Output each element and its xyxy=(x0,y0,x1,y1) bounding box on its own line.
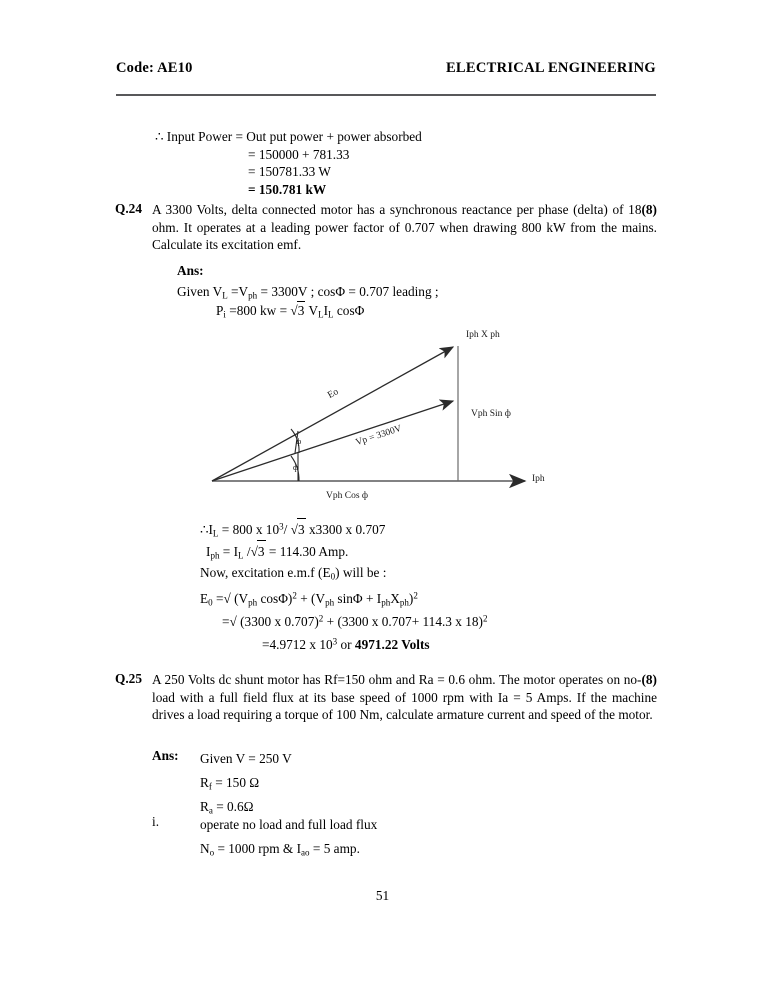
calc-il-line: $\therefore I_L = 800$ x $10^3/$ √3 x3300 x 0.707 xyxy=(200,518,630,540)
question-25-body: A 250 Volts dc shunt motor has Rf=150 ohm and Ra = 0.6 ohm. The motor operates on no-load with a full field flux at its base speed of 1000 rpm with Ia = 5 Amps. If the machine drives a load requiring a torque of 100 Nm, calculate armature current and speed of the motor. xyxy=(152,672,657,723)
answer-25-item-content xyxy=(200,813,600,861)
carryover-line-1: ∴ Input Power = Out put power + power absorbed xyxy=(155,129,422,144)
calc-iph-line: $I_{ph} = I_L$ /√3 = 114.30 Amp. xyxy=(200,540,630,562)
given-line-1: Given $V_L =V_{ph} = 3300V$ ; cosΦ = 0.707 leading ; xyxy=(177,284,439,301)
carryover-line-3: = 150781.33 W xyxy=(248,164,331,180)
calc-now-line: Now, excitation e.m.f $(E_0)$ will be : xyxy=(200,565,387,582)
sqrt-symbol: √3 xyxy=(291,518,306,540)
answer-25-label: Ans: xyxy=(152,748,179,763)
given-rf-line: $R_f = 150$ Ω xyxy=(200,775,260,792)
answer-24-calculation xyxy=(200,518,630,583)
header-divider xyxy=(116,94,656,96)
angle-label-lower: ф xyxy=(293,463,299,472)
question-24-number: Q.24 xyxy=(115,201,142,216)
phasor-diagram xyxy=(195,325,575,510)
header-subject: ELECTRICAL ENGINEERING xyxy=(445,60,656,76)
question-24-text xyxy=(152,201,657,254)
e0-line-1: $E_0$ =√ ($V_{ph}$ $\cos\Phi)^2 + (V_{ph}$ $\sin\Phi + I_{ph}X_{ph})^2$ xyxy=(200,590,418,608)
vph-vector xyxy=(212,401,453,481)
question-25-text xyxy=(152,671,657,724)
e0-line-3: =4.9712 x $10^3$ or 4971.22 Volts xyxy=(262,636,430,652)
carryover-equation-block xyxy=(155,128,615,198)
given-line-2: $P_i =800$ kw = √3 $V_LI_L$ cosΦ xyxy=(216,302,365,320)
question-25-marks: (8) xyxy=(641,672,657,687)
carryover-line-4: = 150.781 kW xyxy=(248,181,327,197)
header-code: Code: AE10 xyxy=(116,60,193,76)
eo-vector xyxy=(212,347,453,481)
label-vph-cos: Vph Cos ф xyxy=(326,491,369,501)
label-vp: Vp = 3300V xyxy=(354,423,403,449)
label-eo: Eo xyxy=(326,387,341,401)
answer-25-item-marker: i. xyxy=(152,814,160,829)
label-iph-axis: Iph xyxy=(532,474,545,484)
answer-24-given xyxy=(177,283,577,319)
question-24-body: A 3300 Volts, delta connected motor has a synchronous reactance per phase (delta) of 18 ohm. It operates at a leading power factor of 0.707 when drawing 800 kW from the mains. Calculate its excitation emf. xyxy=(152,202,657,253)
angle-label-upper: ф xyxy=(296,437,302,446)
page-number: 51 xyxy=(375,888,390,903)
carryover-line-2: = 150000 + 781.33 xyxy=(248,146,350,162)
answer-24-label: Ans: xyxy=(177,263,204,278)
question-24-marks: (8) xyxy=(641,202,657,217)
label-iph-xph: Iph X ph xyxy=(466,330,500,340)
answer-24-e0-derivation xyxy=(200,587,650,656)
answer-25-given xyxy=(200,747,600,819)
phasor-diagram-svg xyxy=(195,325,575,510)
label-vph-sin: Vph Sin ф xyxy=(471,409,511,419)
e0-line-2: =√ (3300 x 0.707)$^2$ + (3300 x 0.707+ 114.3 x 18)$^2$ xyxy=(222,613,488,629)
question-25-number: Q.25 xyxy=(115,671,142,686)
given-ra-line: $R_a = 0.6\Omega$ xyxy=(200,799,254,816)
sqrt-symbol: √3 xyxy=(290,302,305,318)
page-header xyxy=(116,60,656,77)
item-i-values: $N_o = 1000$ rpm & $I_{ao} = 5$ amp. xyxy=(200,841,360,858)
sqrt-symbol: √3 xyxy=(251,540,266,562)
item-i-text: operate no load and full load flux xyxy=(200,817,378,832)
given-v-line: Given V = 250 V xyxy=(200,751,292,766)
